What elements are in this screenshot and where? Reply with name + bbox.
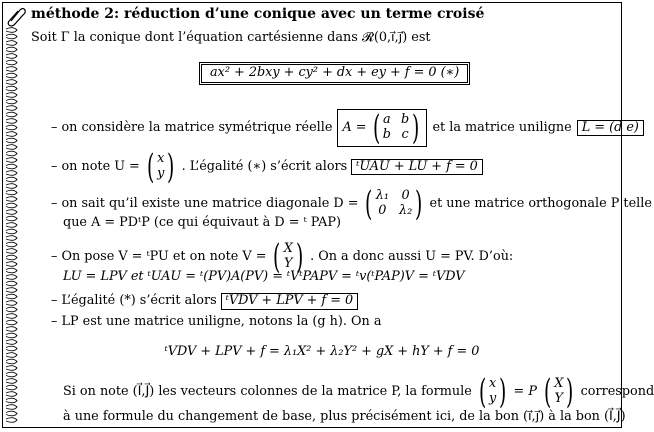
matrix-l-box: L = (d e) <box>577 120 644 137</box>
matrix-cell: Y <box>284 256 293 271</box>
matrix-cell: λ₁ <box>375 188 389 204</box>
closing-text-2: correspond <box>580 383 654 399</box>
bullet-1-text-2: et la matrice uniligne <box>432 119 572 135</box>
equation-u-box: ᵗUAU + LU + f = 0 <box>351 159 483 176</box>
bullet-1-text: – on considère la matrice symétrique réelle <box>51 119 333 135</box>
closing-paragraph <box>63 372 654 412</box>
bullet-3-text: – on sait qu’il existe une matrice diagonale D = <box>51 195 359 211</box>
intro-text: Soit Γ la conique dont l’équation cartésienne dans 𝓡(0,i⃗,j⃗) est <box>31 30 431 45</box>
paperclip-icon <box>5 5 27 27</box>
matrix-cell: 0 <box>401 188 410 204</box>
closing-eq: = P <box>513 383 537 399</box>
matrix-d: ( λ₁ 0 0 λ₂ ) <box>365 184 423 224</box>
matrix-a: ( a b b c ) <box>372 108 420 148</box>
matrix-cell: a <box>383 112 391 128</box>
vector-u: ( x y ) <box>146 147 175 187</box>
bullet-4-text-2: . On a donc aussi U = PV. D’où: <box>310 248 514 264</box>
spiral-binding-icon <box>3 3 21 429</box>
vector-xy: ( x y ) <box>478 372 507 412</box>
method-box <box>2 2 654 428</box>
bullet-2-text: – on note U = <box>51 158 140 174</box>
bullet-4-line-2: LU = LPV et ᵗUAU = ᵗ(PV)A(PV) = ᵗVᵗPAPV = ᵗv(ᵗPAP)V = ᵗVDV <box>63 269 465 284</box>
bullet-symmetric-matrix <box>51 109 644 147</box>
matrix-cell: X <box>554 376 564 392</box>
equation-v-box: ᵗVDV + LPV + f = 0 <box>221 293 358 310</box>
matrix-cell: Y <box>554 391 563 406</box>
matrix-cell: X <box>283 241 293 257</box>
matrix-cell: 0 <box>378 203 387 218</box>
matrix-cell: x <box>489 376 497 392</box>
bullet-5-text: – L’égalité (*) s’écrit alors <box>51 293 217 308</box>
matrix-a-box <box>337 109 427 147</box>
conic-equation: ax² + 2bxy + cy² + dx + ey + f = 0 (∗) <box>201 64 468 83</box>
bullet-4-text: – On pose V = ᵗPU et on note V = <box>51 248 267 264</box>
method-title: méthode 2: réduction d’une conique avec un terme croisé <box>31 6 485 22</box>
final-equation: ᵗVDV + LPV + f = λ₁X² + λ₂Y² + gX + hY + f = 0 <box>164 344 480 359</box>
bullet-equality <box>51 293 358 310</box>
bullet-3-text-2: et une matrice orthogonale P telle <box>429 195 652 211</box>
matrix-cell: y <box>489 391 497 406</box>
closing-text: Si on note (I⃗,J⃗) les vecteurs colonnes de la matrice P, la formule <box>63 383 472 399</box>
matrix-cell: b <box>382 127 391 142</box>
matrix-cell: b <box>400 112 410 128</box>
bullet-2-text-2: . L’égalité (∗) s’écrit alors <box>181 158 348 174</box>
bullet-uniligne: – LP est une matrice uniligne, notons la (g h). On a <box>51 314 382 329</box>
closing-line-2: à une formule du changement de base, plus précisément ici, de la bon (i⃗,j⃗) à la bon (I⃗,J⃗) <box>63 409 626 424</box>
vector-v: ( X Y ) <box>273 237 304 277</box>
vector-XY: ( X Y ) <box>543 372 574 412</box>
matrix-cell: x <box>157 151 165 167</box>
matrix-a-label: A = <box>342 119 367 135</box>
bullet-3-line-2: que A = PDᵗP (ce qui équivaut à D = ᵗ PAP) <box>63 215 342 230</box>
bullet-note-u <box>51 147 483 187</box>
matrix-cell: y <box>157 166 165 181</box>
matrix-cell: λ₂ <box>399 203 413 218</box>
matrix-cell: c <box>401 127 409 142</box>
